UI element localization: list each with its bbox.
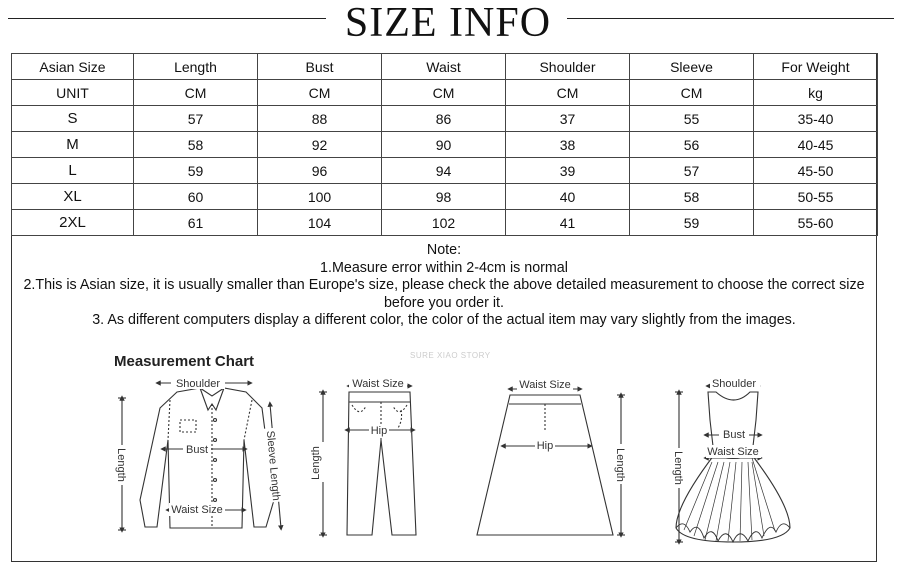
page-title: SIZE INFO <box>344 0 552 46</box>
table-cell: 102 <box>382 210 506 236</box>
table-cell: 59 <box>630 210 754 236</box>
unit-cell: CM <box>630 80 754 106</box>
header-cell: Shoulder <box>506 54 630 80</box>
note-line-1: 1.Measure error within 2-4cm is normal <box>320 259 568 276</box>
shirt-shoulder-label: Shoulder <box>175 378 221 390</box>
table-cell: 90 <box>382 132 506 158</box>
table-cell: 55-60 <box>754 210 878 236</box>
header-cell: Waist <box>382 54 506 80</box>
notes-heading: Note: <box>426 242 462 258</box>
unit-cell: kg <box>754 80 878 106</box>
shirt-sleeve-label: Sleeve Length <box>263 430 283 502</box>
unit-cell: CM <box>506 80 630 106</box>
unit-cell: UNIT <box>12 80 134 106</box>
shirt-bust-label: Bust <box>185 444 209 456</box>
table-cell: 39 <box>506 158 630 184</box>
table-cell: 41 <box>506 210 630 236</box>
table-cell: 55 <box>630 106 754 132</box>
table-cell: L <box>12 158 134 184</box>
unit-cell: CM <box>382 80 506 106</box>
table-cell: 60 <box>134 184 258 210</box>
skirt-diagram <box>477 389 625 535</box>
table-cell: 61 <box>134 210 258 236</box>
dress-shoulder-label: Shoulder <box>711 378 757 390</box>
table-cell: 57 <box>134 106 258 132</box>
table-cell: 35-40 <box>754 106 878 132</box>
table-cell: 56 <box>630 132 754 158</box>
table-cell: M <box>12 132 134 158</box>
table-cell: 58 <box>630 184 754 210</box>
skirt-waist-label: Waist Size <box>519 379 571 391</box>
skirt-length-label: Length <box>614 448 626 482</box>
note-line-2: 2.This is Asian size, it is usually smaller than Europe's size, please check the above detailed measurement to choose the correct size before you order it. <box>23 277 865 311</box>
note-line-3: 3. As different computers display a different color, the color of the actual item may vary slightly from the images. <box>92 312 796 328</box>
unit-cell: CM <box>134 80 258 106</box>
pants-diagram <box>319 386 416 535</box>
table-cell: 45-50 <box>754 158 878 184</box>
dress-diagram <box>675 386 790 542</box>
table-cell: 104 <box>258 210 382 236</box>
table-cell: 38 <box>506 132 630 158</box>
table-cell: S <box>12 106 134 132</box>
pants-waist-label: Waist Size <box>352 378 404 390</box>
table-cell: 50-55 <box>754 184 878 210</box>
skirt-hip-label: Hip <box>536 440 554 452</box>
header-cell: Length <box>134 54 258 80</box>
table-cell: 40 <box>506 184 630 210</box>
header-cell: Asian Size <box>12 54 134 80</box>
dress-length-label: Length <box>672 451 684 485</box>
measurement-chart-title: Measurement Chart <box>114 353 255 370</box>
shirt-waist-label: Waist Size <box>171 504 223 516</box>
watermark: SURE XIAO STORY <box>410 351 491 360</box>
header-cell: Sleeve <box>630 54 754 80</box>
unit-cell: CM <box>258 80 382 106</box>
header-cell: For Weight <box>754 54 878 80</box>
table-cell: 92 <box>258 132 382 158</box>
table-cell: 59 <box>134 158 258 184</box>
table-cell: 96 <box>258 158 382 184</box>
table-cell: 37 <box>506 106 630 132</box>
pants-length-label: Length <box>310 446 322 480</box>
table-cell: 2XL <box>12 210 134 236</box>
table-cell: 86 <box>382 106 506 132</box>
table-cell: 98 <box>382 184 506 210</box>
shirt-length-label: Length <box>115 448 127 482</box>
pants-hip-label: Hip <box>370 425 388 437</box>
table-cell: XL <box>12 184 134 210</box>
table-cell: 40-45 <box>754 132 878 158</box>
table-cell: 58 <box>134 132 258 158</box>
table-cell: 100 <box>258 184 382 210</box>
dress-waist-label: Waist Size <box>707 446 759 458</box>
table-cell: 57 <box>630 158 754 184</box>
header-cell: Bust <box>258 54 382 80</box>
table-cell: 88 <box>258 106 382 132</box>
dress-bust-label: Bust <box>722 429 746 441</box>
table-cell: 94 <box>382 158 506 184</box>
